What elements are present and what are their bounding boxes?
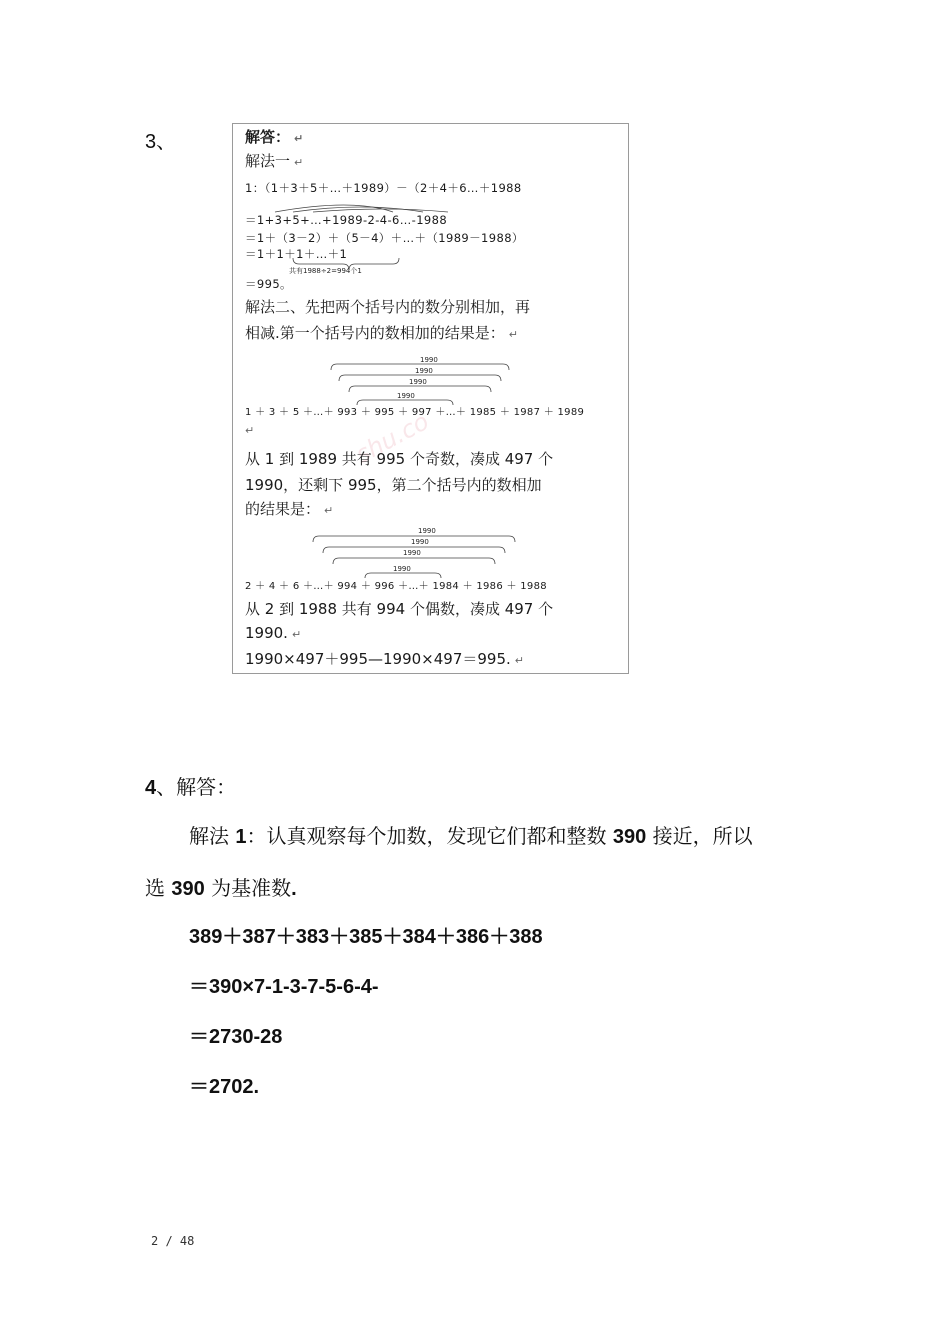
odd-sum-line: 1 ＋ 3 ＋ 5 ＋…＋ 993 ＋ 995 ＋ 997 ＋…＋ 1985 ＋ 1987 ＋ 1989	[245, 407, 585, 418]
method-1-line-1: 1：（1＋3＋5＋…＋1989）－（2＋4＋6…＋1988	[245, 181, 522, 195]
even-brace-label: 1990	[418, 527, 436, 535]
odd-count-line-1: 从 1 到 1989 共有 995 个奇数，凑成 497 个	[245, 450, 554, 468]
method-1-paragraph: 解法 1：认真观察每个加数，发现它们都和整数 390 接近，所以	[189, 824, 753, 848]
even-sum-line: 2 ＋ 4 ＋ 6 ＋…＋ 994 ＋ 996 ＋…＋ 1984 ＋ 1986 ＋ 1988	[245, 581, 547, 592]
method-1-line-4: ＝1＋1＋1＋…＋1	[245, 247, 348, 261]
odd-brace-label: 1990	[397, 392, 415, 400]
scanned-solution-image	[232, 123, 629, 674]
q3-sep: 、	[156, 131, 177, 153]
watermark: shu.co	[351, 407, 434, 469]
odd-count-line-2: 1990，还剩下 995，第二个括号内的数相加	[245, 476, 542, 494]
method-1-label: 解法一 ↵	[245, 152, 304, 170]
odd-brace-label: 1990	[415, 367, 433, 375]
scan-title: 解答： ↵	[245, 128, 304, 146]
method-1-line-3: ＝1＋（3－2）＋（5－4）＋…＋（1989－1988）	[245, 231, 524, 245]
equation-line-3: ＝2730-28	[189, 1026, 283, 1048]
odd-count-line-3: 的结果是： ↵	[245, 500, 334, 518]
method-1-line-2: ＝1+3+5+…+1989-2-4-6…-1988	[245, 213, 448, 227]
q3-digit: 3	[145, 131, 157, 153]
method-2-line-2: 相减.第一个括号内的数相加的结果是： ↵	[245, 324, 518, 342]
method-1-result: ＝995。	[245, 277, 292, 291]
odd-brace-label: 1990	[409, 378, 427, 386]
final-equation: 1990×497＋995—1990×497＝995. ↵	[245, 650, 524, 668]
odd-brace-label: 1990	[420, 356, 438, 364]
problem-4-heading: 4、解答：	[145, 775, 237, 799]
even-brace-label: 1990	[403, 549, 421, 557]
equation-line-2: ＝390×7-1-3-7-5-6-4-	[189, 976, 379, 998]
equation-line-4: ＝2702.	[189, 1076, 260, 1098]
problem-3-number	[145, 125, 176, 154]
even-brace-label: 1990	[393, 565, 411, 573]
pilcrow: ↵	[245, 424, 255, 437]
even-brace-label: 1990	[411, 538, 429, 546]
page-number: 2 / 48	[151, 1234, 195, 1248]
even-count-line-2: 1990. ↵	[245, 624, 302, 642]
underbrace-note: 共有1988÷2=994个1	[289, 267, 362, 275]
even-count-line-1: 从 2 到 1988 共有 994 个偶数，凑成 497 个	[245, 600, 554, 618]
method-1-paragraph-cont: 选 390 为基准数.	[145, 876, 297, 900]
method-2-line-1: 解法二、先把两个括号内的数分别相加，再	[245, 298, 531, 316]
equation-line-1: 389＋387＋383＋385＋384＋386＋388	[189, 926, 543, 948]
